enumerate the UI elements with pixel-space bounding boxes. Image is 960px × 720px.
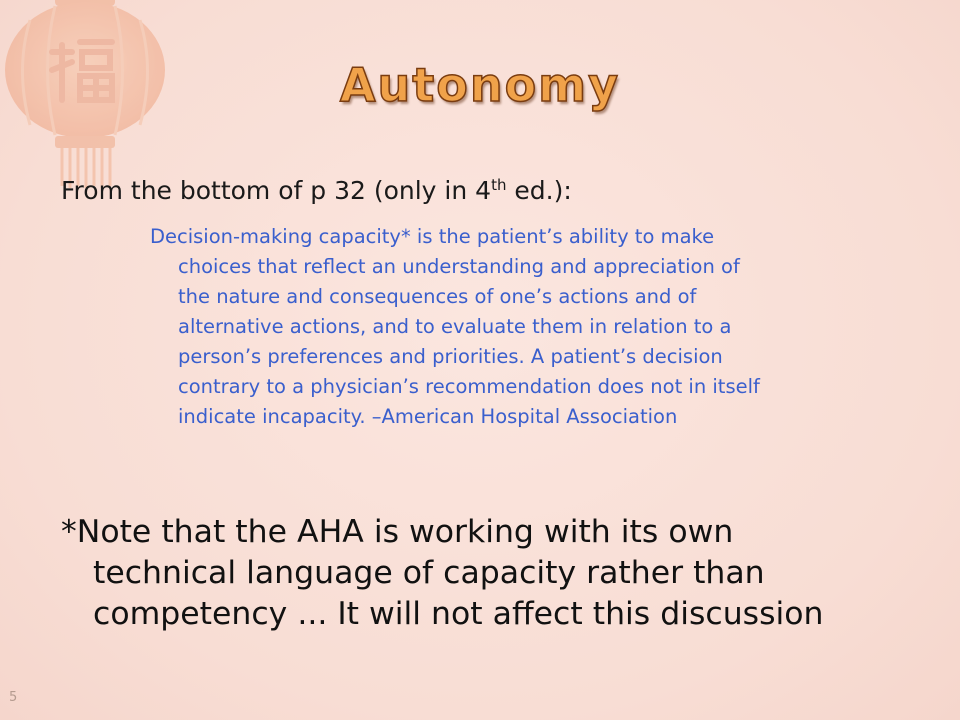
quote-line: contrary to a physician’s recommendation does not in itself bbox=[178, 375, 760, 398]
quote-line: indicate incapacity. –American Hospital Association bbox=[178, 405, 678, 428]
quote-line: the nature and consequences of one’s actions and of bbox=[178, 285, 697, 308]
quote-line: choices that reflect an understanding and appreciation of bbox=[178, 255, 740, 278]
source-reference bbox=[61, 176, 572, 205]
ordinal-superscript: th bbox=[491, 176, 507, 194]
slide-title: Autonomy bbox=[339, 58, 621, 112]
source-reference-text: From the bottom of p 32 (only in 4 bbox=[61, 176, 492, 205]
quote-line: Decision-making capacity* is the patient’s ability to make bbox=[150, 225, 715, 248]
note-line: technical language of capacity rather than bbox=[93, 555, 765, 591]
footnote-note bbox=[61, 512, 941, 635]
definition-quote bbox=[146, 222, 906, 432]
note-line: competency ... It will not affect this discussion bbox=[93, 596, 824, 632]
quote-line: person’s preferences and priorities. A patient’s decision bbox=[178, 345, 723, 368]
slide-number: 5 bbox=[9, 690, 18, 705]
note-line: *Note that the AHA is working with its own bbox=[61, 514, 734, 550]
source-reference-suffix: ed.): bbox=[506, 176, 572, 205]
quote-line: alternative actions, and to evaluate them in relation to a bbox=[178, 315, 732, 338]
